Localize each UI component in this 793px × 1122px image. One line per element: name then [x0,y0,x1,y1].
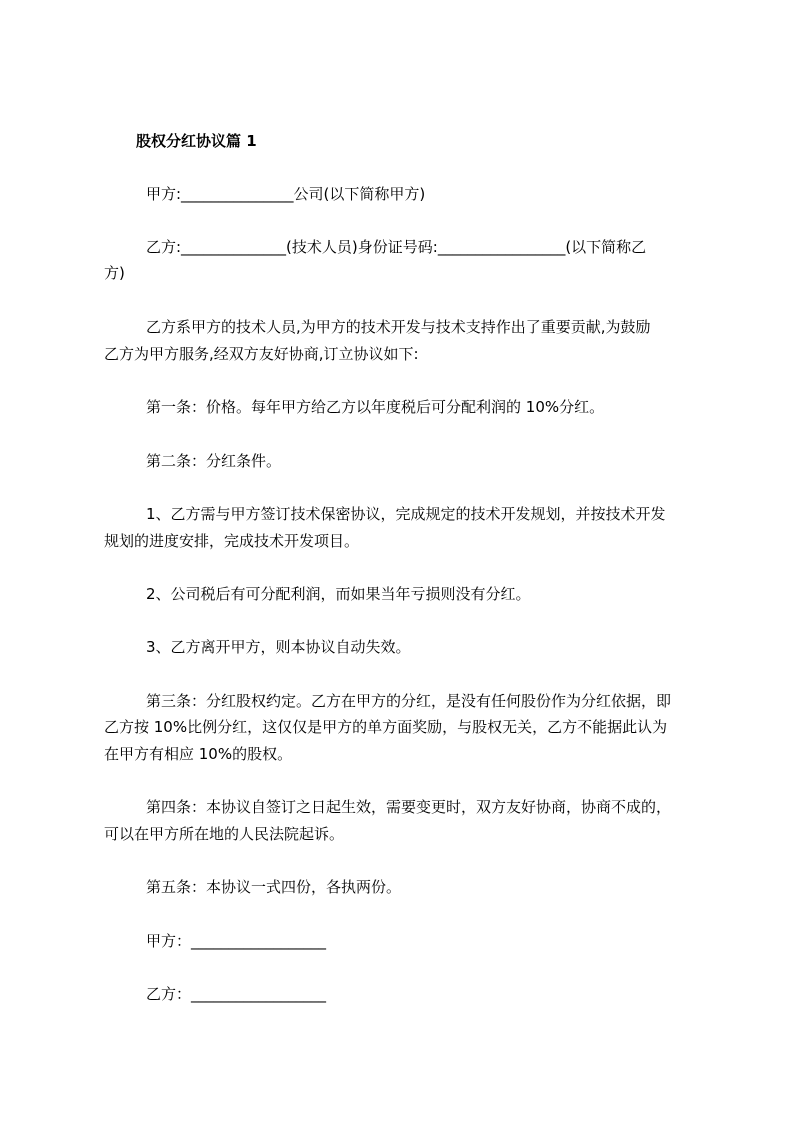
intro-line-2: 乙方为甲方服务,经双方友好协商,订立协议如下: [104,345,419,363]
article-1: 第一条：价格。每年甲方给乙方以年度税后可分配利润的 10%分红。 [146,398,605,416]
article-3-line-2: 乙方按 10%比例分红，这仅仅是甲方的单方面奖励，与股权无关，乙方不能据此认为 [104,718,668,736]
article-5: 第五条：本协议一式四份，各执两份。 [146,878,402,896]
intro-line-1: 乙方系甲方的技术人员,为甲方的技术开发与技术支持作出了重要贡献,为鼓励 [146,318,651,336]
article-4-line-2: 可以在甲方所在地的人民法院起诉。 [104,825,345,843]
article-3-line-3: 在甲方有相应 10%的股权。 [104,745,293,763]
party-b-line-1: 乙方:______________(技术人员)身份证号码:_________________(以下简称乙 [146,238,647,256]
condition-1-line-1: 1、乙方需与甲方签订技术保密协议，完成规定的技术开发规划，并按技术开发 [146,505,666,523]
party-a-line: 甲方:_______________公司(以下简称甲方) [146,185,426,203]
condition-1-line-2: 规划的进度安排，完成技术开发项目。 [104,532,360,550]
article-2: 第二条：分红条件。 [146,452,282,470]
condition-2: 2、公司税后有可分配利润，而如果当年亏损则没有分红。 [146,585,531,603]
signature-party-a: 甲方：__________________ [146,932,327,950]
article-3-line-1: 第三条：分红股权约定。乙方在甲方的分红，是没有任何股份作为分红依据，即 [146,692,672,710]
condition-3: 3、乙方离开甲方，则本协议自动失效。 [146,638,411,656]
party-b-line-2: 方) [104,264,125,282]
signature-party-b: 乙方：__________________ [146,985,327,1003]
article-4-line-1: 第四条：本协议自签订之日起生效，需要变更时，双方友好协商，协商不成的， [146,798,672,816]
document-title: 股权分红协议篇 1 [136,132,257,150]
